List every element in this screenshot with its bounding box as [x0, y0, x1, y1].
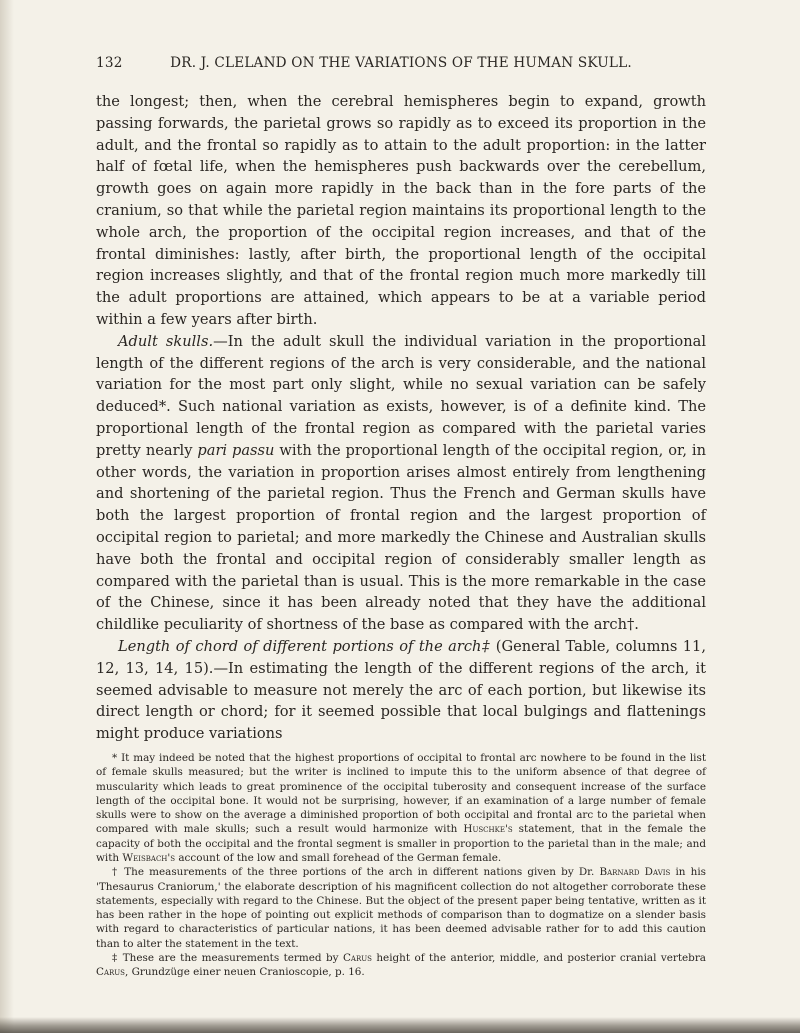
- footnote-1: [96, 751, 706, 865]
- footnote-1-text-a: * It may indeed be noted that the highest proportions of occipital to frontal arc nowhere to be found in the list of female skulls measured; but the writer is inclined to impute this to the uniform absence of that degree of muscularity which leads to great prominence of the occipital tuberosity and consequent increase of the surface length of the occipital bone. It would not be surprising, however, if an examination of a large number of female skulls were to show on the average a diminished proportion of both occipital and frontal arc to the parietal when compared with male skulls; such a result would harmonize with: [96, 751, 706, 836]
- author-name-huschke: Huschke's: [463, 823, 513, 836]
- footnote-1-text-c: account of the low and small forehead of the German female.: [175, 851, 502, 864]
- italic-phrase: pari passu: [197, 441, 275, 459]
- footnote-3-text-c: , Grundzüge einer neuen Cranioscopie, p. 16.: [124, 966, 365, 979]
- paragraph-1: the longest; then, when the cerebral hemispheres begin to expand, growth passing forwards, the parietal grows so rapidly as to exceed its proportion in the adult, and the frontal so rapidly as to attain to the adult proportion: in the latter half of fœtal life, when the hemispheres push backwards over the cerebellum, growth goes on again more rapidly in the back than in the fore parts of the cranium, so that while the parietal region maintains its proportional length to the whole arch, the proportion of the occipital region increases, and that of the frontal diminishes: lastly, after birth, the proportional length of the occipital region increases slightly, and that of the frontal region much more markedly till the adult proportions are attained, which appears to be at a variable period within a few years after birth.: [96, 93, 706, 328]
- main-text: [96, 91, 706, 745]
- page-gutter-shadow: [0, 0, 14, 1033]
- footnote-1-text-b: statement, that in the female the capacity of both the occipital and the frontal segment is smaller in proportion to the parietal than in the male; and with: [96, 823, 706, 864]
- running-header: [96, 55, 706, 71]
- author-name-carus-1: Carus: [342, 952, 372, 965]
- paragraph-3-text: (General Table, columns 11, 12, 13, 14, 15).—In estimating the length of the different regions of the arch, it seemed advisable to measure not merely the arc of each portion, but likewise its direct length or chord; for it seemed possible that local bulgings and flattenings might produce variations: [96, 637, 706, 743]
- footnotes: [96, 751, 706, 980]
- footnote-2-text-b: in his 'Thesaurus Craniorum,' the elaborate description of his magnificent collection do not altogether corroborate these statements, especially with regard to the Chinese. But the object of the present paper being tentative, written as it has been rather in the hope of pointing out explicit methods of comparison than to dogmatize on a slender basis with regard to characteristics of particular nations, it has been deemed advisable rather for to add this caution than to alter the statement in the text.: [96, 866, 706, 950]
- author-name-davis: Barnard Davis: [599, 866, 671, 879]
- footnote-3: [96, 951, 706, 980]
- paragraph-2-text-b: with the proportional length of the occipital region, or, in other words, the variation in proportion arises almost entirely from lengthening and shortening of the parietal region. Thus the French and German skulls have both the largest proportion of frontal region and the largest proportion of occipital region to parietal; and more markedly the Chinese and Australian skulls have both the frontal and occipital region of considerably smaller length as compared with the parietal than is usual. This is the more remarkable in the case of the Chinese, since it has been already noted that they have the additional childlike peculiarity of shortness of the base as compared with the arch†.: [96, 441, 706, 634]
- paragraph-2-text-a: —In the adult skull the individual variation in the proportional length of the different regions of the arch is very considerable, and the national variation for the most part only slight, while no sexual variation can be safely deduced*. Such national variation as exists, however, is of a definite kind. The proportional length of the frontal region as compared with the parietal varies pretty nearly: [96, 332, 706, 459]
- page-bottom-edge: [0, 1017, 800, 1033]
- author-name-carus-2: Carus: [96, 966, 125, 979]
- page-number: 132: [96, 55, 123, 71]
- footnote-3-text-a: ‡ These are the measurements termed by: [112, 952, 343, 965]
- footnote-2: [96, 865, 706, 951]
- paragraph-2: [96, 331, 706, 636]
- paragraph-3: [96, 636, 706, 745]
- section-heading-chord-length: Length of chord of different portions of the arch‡: [118, 637, 491, 655]
- footnote-2-text-a: † The measurements of the three portions of the arch in different nations given by Dr.: [112, 866, 600, 879]
- author-name-weisbach: Weisbach's: [122, 851, 176, 864]
- running-title: DR. J. CLELAND ON THE VARIATIONS OF THE HUMAN SKULL.: [170, 55, 632, 71]
- footnote-3-text-b: height of the anterior, middle, and posterior cranial vertebra: [371, 952, 707, 965]
- section-heading-adult-skulls: Adult skulls.: [118, 332, 214, 350]
- book-page: [96, 55, 706, 980]
